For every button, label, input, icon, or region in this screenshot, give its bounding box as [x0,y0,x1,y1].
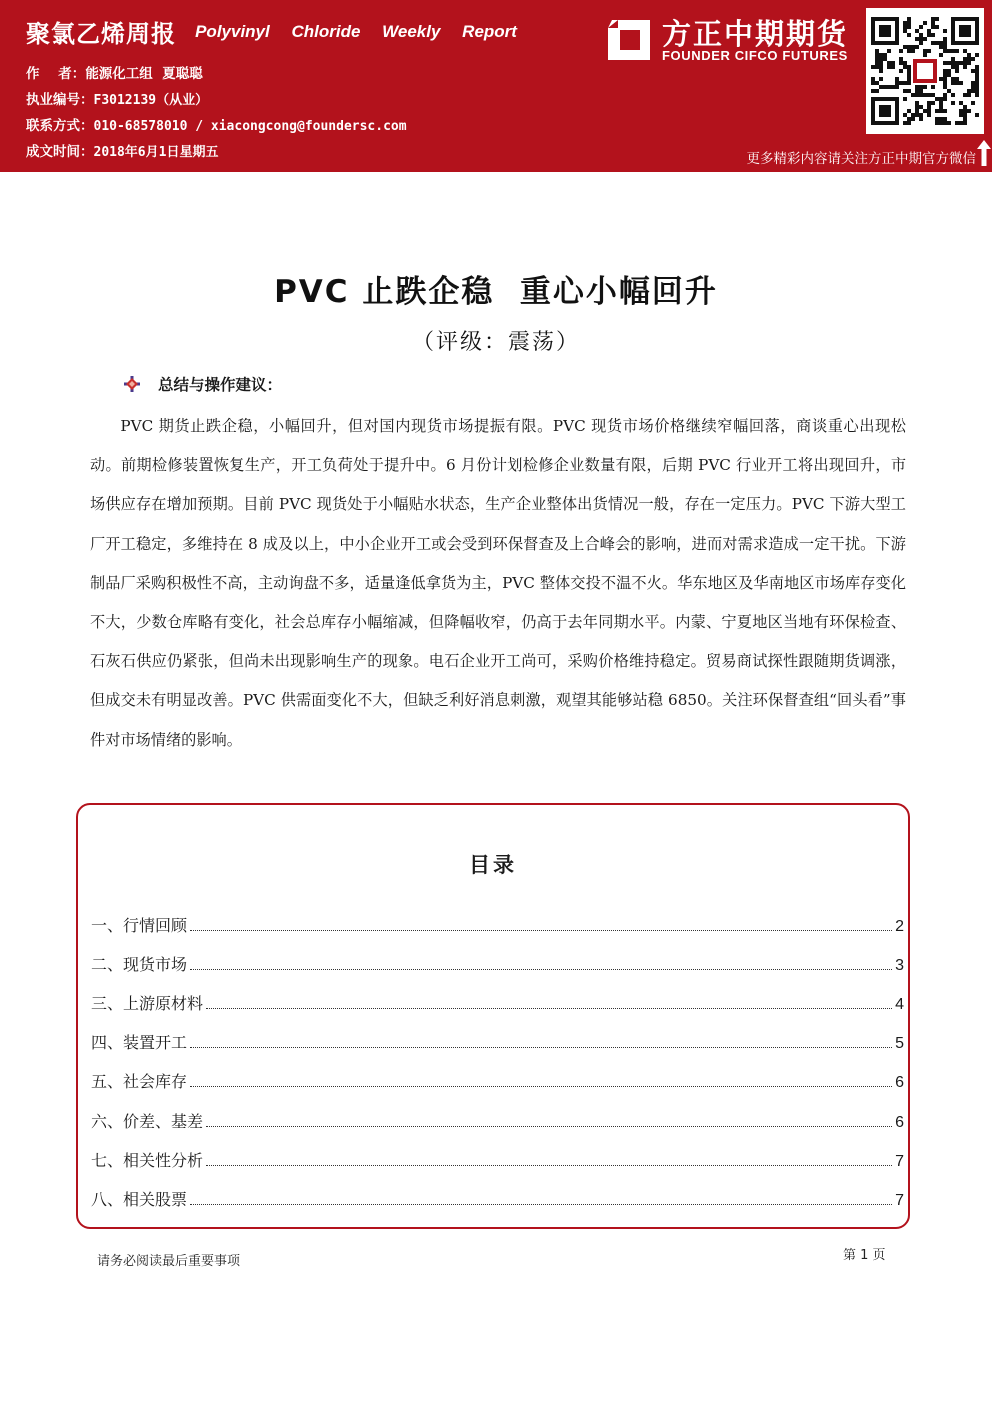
summary-paragraph: PVC 期货止跌企稳，小幅回升，但对国内现货市场提振有限。PVC 现货市场价格继续窄幅回落，商谈重心出现松动。前期检修装置恢复生产，开工负荷处于提升中。6 月份计划检修企业数量有限，后期 PVC 行业开工将出现回升，市场供应存在增加预期。目前 PVC 现货处于小幅贴水状态，生产企业整体出货情况一般，存在一定压力。PVC 下游大型工厂开工稳定，多维持在 8 成及以上，中小企业开工或会受到环保督查及上合峰会的影响，进而对需求造成一定干扰。下游制品厂采购积极性不高，主动询盘不多，适量逢低拿货为主，PVC 整体交投不温不火。华东地区及华南地区市场库存变化不大，少数仓库略有变化，社会总库存小幅缩减，但降幅收窄，仍高于去年同期水平。内蒙、宁夏地区当地有环保检查、石灰石供应仍紧张，但尚未出现影响生产的现象。电石企业开工尚可，采购价格维持稳定。贸易商试探性跟随期货调涨，但成交未有明显改善。PVC 供需面变化不大，但缺乏利好消息刺激，观望其能够站稳 6850。关注环保督查组“回头看”事件对市场情绪的影响。 [90,417,906,749]
diamond-bullet-icon [124,376,140,392]
footer-notice: 请务必阅读最后重要事项 [97,1254,241,1269]
toc-entry[interactable] [91,1014,904,1053]
author-label: 作 者： [26,66,86,82]
qr-code-icon [871,13,979,129]
toc-dot-leader [190,1085,892,1087]
brand-name-cn: 方正中期期货 [662,17,849,51]
up-arrow-icon [977,140,991,166]
toc-entry-label: 七、相关性分析 [91,1150,204,1170]
report-title-cn: 聚氯乙烯周报 [26,20,176,48]
toc-dot-leader [206,1164,892,1166]
document-rating: （评级：震荡） [411,330,580,355]
toc-entry[interactable] [91,975,904,1014]
author-value: 能源化工组 夏聪聪 [85,66,203,82]
toc-entry-page: 7 [895,1191,904,1209]
toc-entry-page: 7 [895,1152,904,1170]
license-line [26,88,208,108]
toc-entry[interactable] [91,1132,904,1171]
summary-heading-text: 总结与操作建议： [158,376,283,394]
author-line [26,62,203,82]
toc-entry-page: 2 [895,918,904,936]
toc-entry-label: 三、上游原材料 [91,994,204,1014]
report-title-en-word: Weekly [382,21,441,41]
contact-value: 010-68578010 / xiacongcong@foundersc.com [93,119,407,134]
toc-entry[interactable] [91,897,904,936]
toc-title: 目录 [469,853,517,877]
toc-list [91,897,904,1210]
toc-dot-leader [190,1203,892,1205]
license-value: F3012139（从业） [93,93,209,108]
report-title-en-word: Chloride [291,21,361,41]
contact-line [26,114,407,134]
toc-dot-leader [190,929,892,931]
report-series-title [26,14,534,49]
toc-entry[interactable] [91,936,904,975]
toc-entry-page: 4 [895,996,904,1014]
toc-entry-label: 二、现货市场 [91,955,188,975]
follow-wechat-text: 更多精彩内容请关注方正中期官方微信 [746,151,976,167]
toc-entry-label: 六、价差、基差 [91,1111,204,1131]
toc-entry-page: 6 [895,1113,904,1131]
toc-dot-leader [190,968,892,970]
document-title: PVC 止跌企稳 重心小幅回升 [274,274,718,310]
toc-entry[interactable] [91,1053,904,1092]
table-of-contents [76,803,910,1229]
brand-name-en: FOUNDER CIFCO FUTURES [662,48,848,63]
page-number: 第 1 页 [843,1248,886,1263]
toc-entry-page: 5 [895,1035,904,1053]
toc-dot-leader [206,1007,892,1009]
toc-entry-label: 五、社会库存 [91,1072,188,1092]
summary-heading [124,373,282,395]
wechat-qr-code [866,8,984,134]
report-title-en-word: Report [462,21,517,41]
toc-entry-page: 3 [895,957,904,975]
toc-entry[interactable] [91,1171,904,1210]
toc-entry[interactable] [91,1092,904,1131]
report-title-en-word: Polyvinyl [195,21,270,41]
license-label: 执业编号： [26,92,94,108]
date-line [26,140,218,160]
toc-entry-page: 6 [895,1074,904,1092]
report-title-en [195,22,534,41]
report-header [0,0,992,172]
founder-logo-icon [604,16,652,64]
toc-entry-label: 四、装置开工 [91,1033,188,1053]
brand-block [604,14,856,68]
toc-dot-leader [190,1046,892,1048]
contact-label: 联系方式： [26,118,94,134]
date-value: 2018年6月1日星期五 [93,145,219,160]
toc-entry-label: 一、行情回顾 [91,916,188,936]
toc-dot-leader [206,1125,892,1127]
date-label: 成文时间： [26,144,94,160]
toc-entry-label: 八、相关股票 [91,1189,188,1209]
